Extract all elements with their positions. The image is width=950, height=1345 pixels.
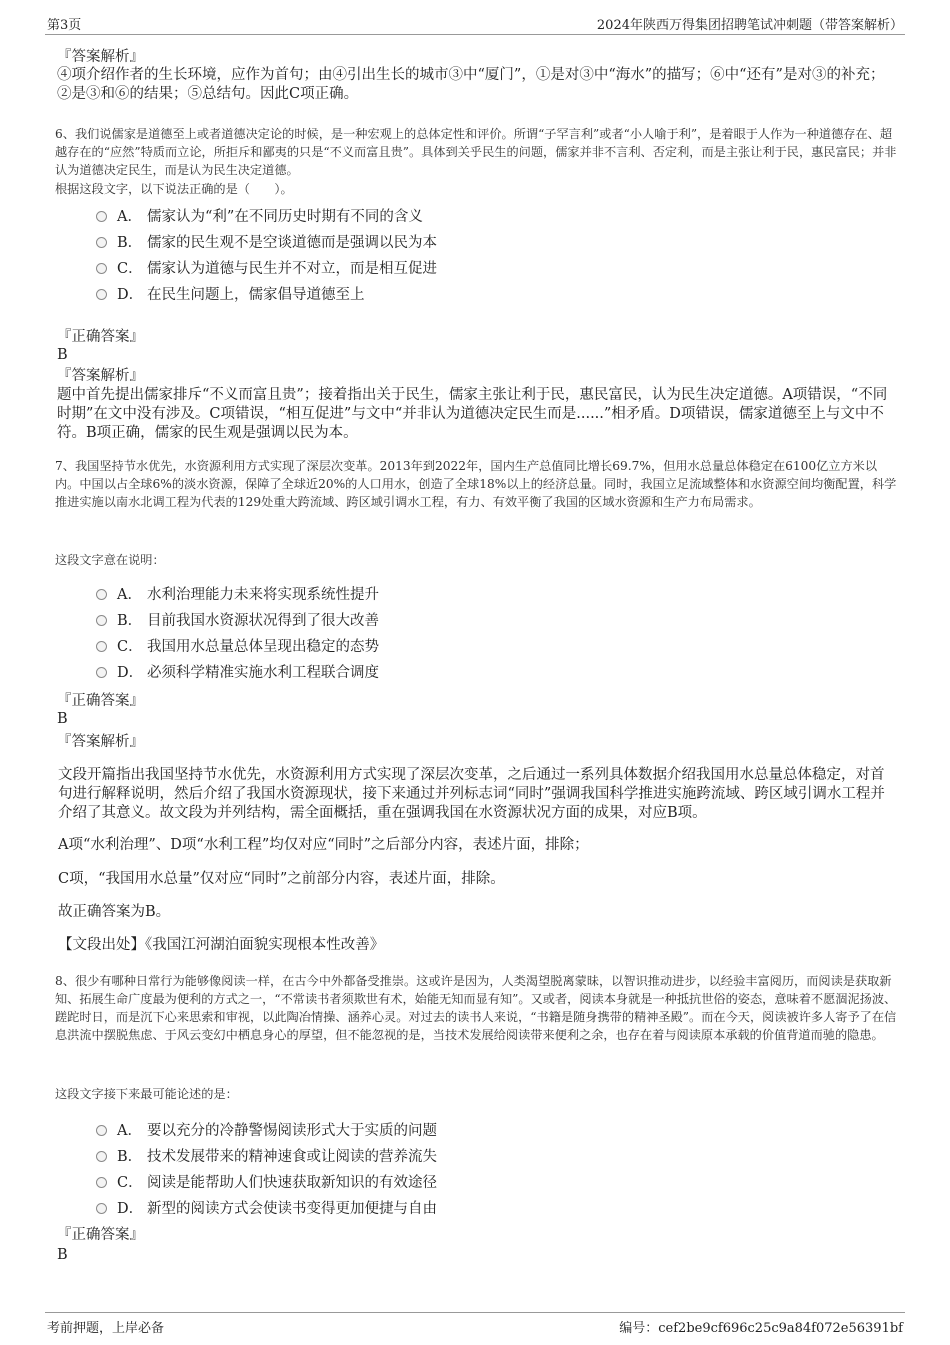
radio-icon[interactable] [96,615,107,626]
document-code: 编号：cef2be9cf696c25c9a84f072e56391bf [619,1321,903,1336]
q8-option-a[interactable]: A． 要以充分的冷静警惕阅读形式大于实质的问题 [96,1121,437,1143]
document-title: 2024年陕西万得集团招聘笔试冲刺题（带答案解析） [596,18,903,33]
q7-analysis-label: 『答案解析』 [57,734,144,750]
radio-icon[interactable] [96,589,107,600]
q7-option-c[interactable]: C． 我国用水总量总体呈现出稳定的态势 [96,637,379,659]
radio-icon[interactable] [96,1203,107,1214]
q8-prompt: 这段文字接下来最可能论述的是： [55,1087,238,1101]
q8-answer: B [57,1247,68,1263]
q6-analysis: 题中首先提出儒家排斥“不义而富且贵”；接着指出关于民生，儒家主张让利于民，惠民富民，认为民生决定道德。A项错误，“不同时期”在文中没有涉及。C项错误，“相互促进”与文中“并非认为道德决定民生而是......”相矛盾。D项错误，儒家道德至上与文中不符。B项正确，儒家的民生观是强调以民为本。 [57,387,888,441]
radio-icon[interactable] [96,1151,107,1162]
page-header [45,12,905,35]
q5-analysis-label: 『答案解析』 [57,49,144,65]
q6-option-d[interactable]: D． 在民生问题上，儒家倡导道德至上 [96,285,365,307]
q7-answer-label: 『正确答案』 [57,693,144,709]
q7-analysis-p1: 文段开篇指出我国坚持节水优先，水资源利用方式实现了深层次变革，之后通过一系列具体数据介绍我国用水总量总体稳定，对首句进行解释说明，然后介绍了我国水资源现状，接下来通过并列标志词“同时”强调我国科学推进实施跨流域、跨区域引调水工程并介绍了其意义。故文段为并列结构，需全面概括，重在强调我国在水资源状况方面的成果，对应B项。 [58,767,885,821]
q8-option-c[interactable]: C． 阅读是能帮助人们快速获取新知识的有效途径 [96,1173,437,1195]
q8-option-b[interactable]: B． 技术发展带来的精神速食或让阅读的营养流失 [96,1147,437,1169]
radio-icon[interactable] [96,211,107,222]
q7-source: 【文段出处】《我国江河湖泊面貌实现根本性改善》 [58,937,385,953]
q6-option-a[interactable]: A． 儒家认为“利”在不同历史时期有不同的含义 [96,207,423,229]
page-number: 第3页 [47,18,82,33]
radio-icon[interactable] [96,667,107,678]
q6-option-b[interactable]: B． 儒家的民生观不是空谈道德而是强调以民为本 [96,233,437,255]
page-footer [45,1312,905,1337]
q7-analysis-p3: C项，“我国用水总量”仅对应“同时”之前部分内容，表述片面，排除。 [58,871,505,887]
radio-icon[interactable] [96,289,107,300]
radio-icon[interactable] [96,641,107,652]
q7-stem: 7、我国坚持节水优先，水资源利用方式实现了深层次变革。2013年到2022年，国内生产总值同比增长69.7%，但用水总量总体稳定在6100亿立方米以内。中国以占全球6%的淡水资源，保障了全球近20%的人口用水，创造了全球18%以上的经济总量。同时，我国立足流域整体和水资源空间均衡配置，科学推进实施以南水北调工程为代表的129处重大跨流域、跨区域引调水工程，有力、有效平衡了我国的区域水资源和生产力布局需求。 [55,459,897,509]
q8-stem: 8、很少有哪种日常行为能够像阅读一样，在古今中外都备受推崇。这或许是因为，人类渴望脱离蒙昧，以智识推动进步，以经验丰富阅历，而阅读是获取新知、拓展生命广度最为便利的方式之一，“不常读书者须欺世有术，始能无知而显有知”。又或者，阅读本身就是一种抵抗世俗的姿态，意味着不愿涸泥扬波、蹉跎时日，而是沉下心来思索和审视，以此陶冶情操、涵养心灵。对过去的读书人来说，“书籍是随身携带的精神圣殿”。而在今天，阅读被许多人寄予了在信息洪流中摆脱焦虑、于风云变幻中栖息身心的厚望，但不能忽视的是，当技术发展给阅读带来便利之余，也存在着与阅读原本承载的价值背道而驰的隐患。 [55,974,897,1042]
radio-icon[interactable] [96,1125,107,1136]
footer-slogan: 考前押题，上岸必备 [47,1321,165,1336]
radio-icon[interactable] [96,1177,107,1188]
q7-option-b[interactable]: B． 目前我国水资源状况得到了很大改善 [96,611,379,633]
q7-answer: B [57,711,68,727]
q7-option-a[interactable]: A． 水利治理能力未来将实现系统性提升 [96,585,379,607]
q8-option-d[interactable]: D． 新型的阅读方式会使读书变得更加便捷与自由 [96,1199,437,1221]
q7-option-d[interactable]: D． 必须科学精准实施水利工程联合调度 [96,663,379,685]
q6-answer: B [57,347,68,363]
q7-prompt: 这段文字意在说明： [55,553,165,567]
q6-answer-label: 『正确答案』 [57,329,144,345]
q5-analysis: ④项介绍作者的生长环境，应作为首句；由④引出生长的城市③中“厦门”，①是对③中“海水”的描写；⑥中“还有”是对③的补充；②是③和⑥的结果；⑤总结句。因此C项正确。 [57,67,885,102]
q6-prompt: 根据这段文字，以下说法正确的是（ ）。 [55,182,293,196]
radio-icon[interactable] [96,237,107,248]
q8-answer-label: 『正确答案』 [57,1227,144,1243]
q6-option-c[interactable]: C． 儒家认为道德与民生并不对立，而是相互促进 [96,259,437,281]
q6-stem: 6、我们说儒家是道德至上或者道德决定论的时候，是一种宏观上的总体定性和评价。所谓“子罕言利”或者“小人喻于利”，是着眼于人作为一种道德存在、超越存在的“应然”特质而立论，所拒斥和鄙夷的只是“不义而富且贵”。具体到关乎民生的问题，儒家并非不言利、否定利，而是主张让利于民，惠民富民；并非认为道德决定民生，而是认为民生决定道德。 [55,127,897,177]
radio-icon[interactable] [96,263,107,274]
q7-analysis-p4: 故正确答案为B。 [58,904,171,920]
q6-analysis-label: 『答案解析』 [57,368,144,384]
q7-analysis-p2: A项“水利治理”、D项“水利工程”均仅对应“同时”之后部分内容，表述片面，排除； [58,837,589,853]
